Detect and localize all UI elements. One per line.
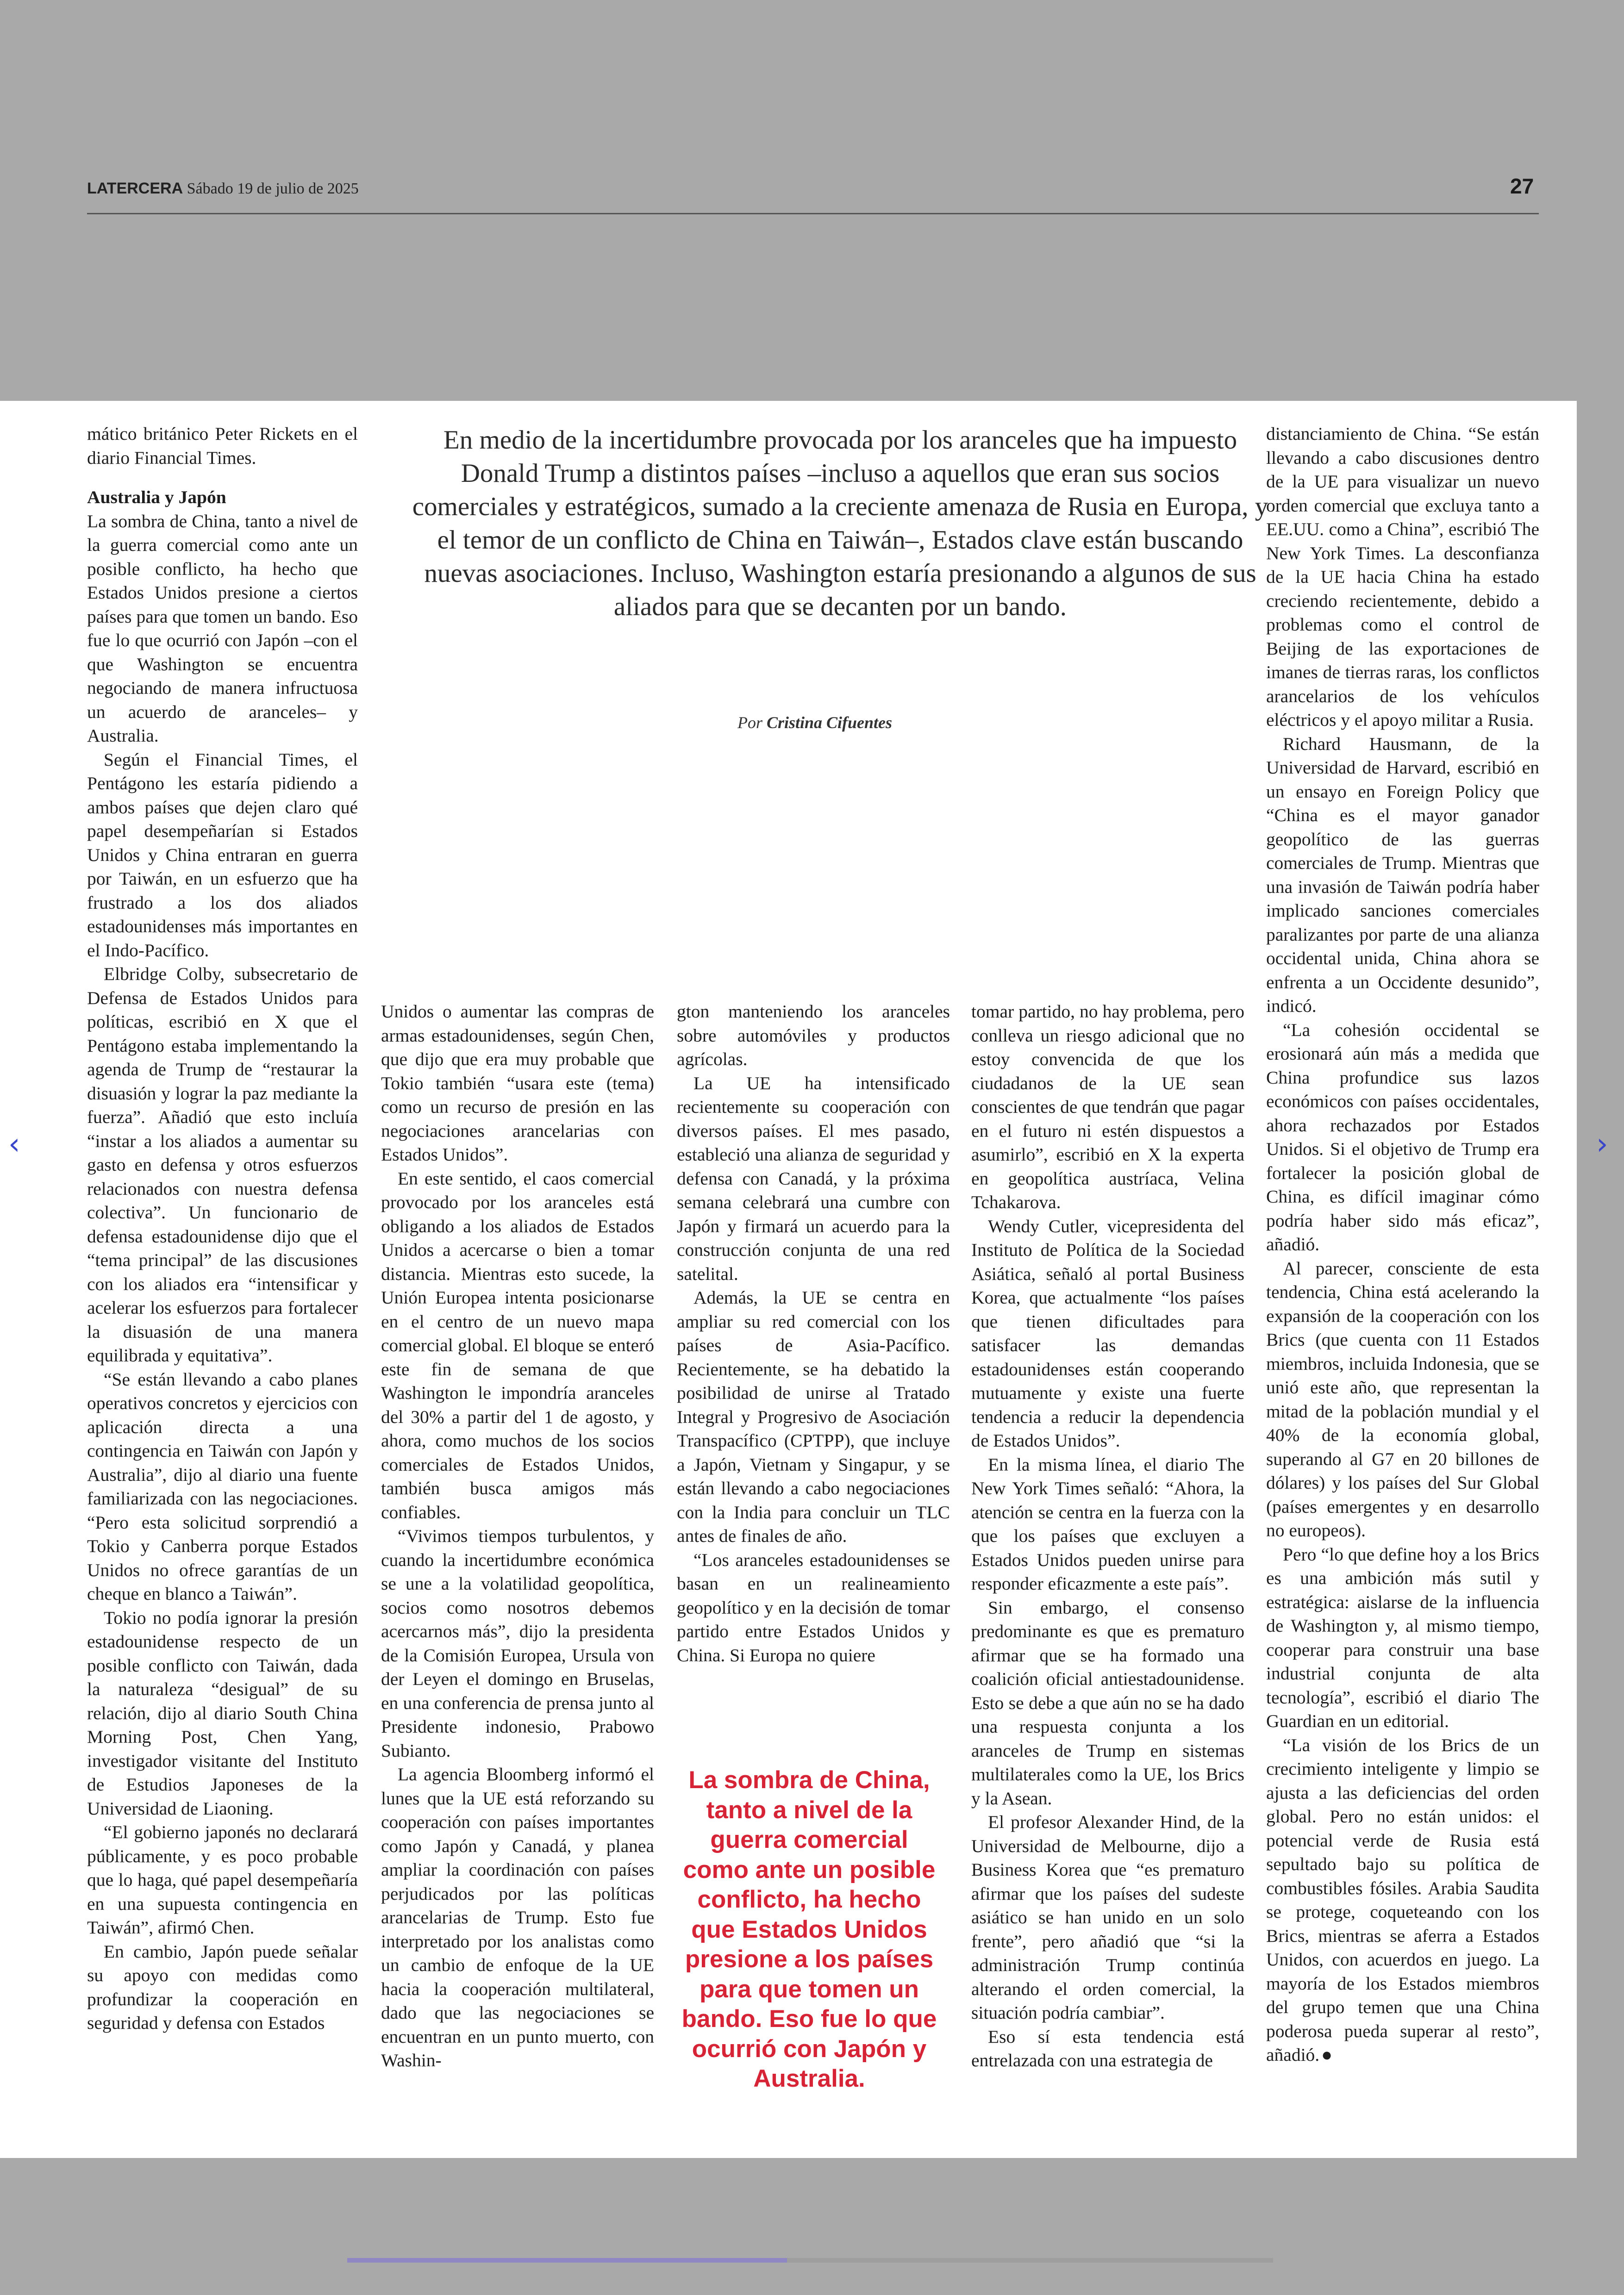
paragraph: Sin embargo, el consenso predominante es que es prematuro afirmar que se ha formado una coalición oficial antiestadounidense. Esto se debe a que aún no se ha dado una respuesta conjunta a los aranceles de Trump en sistemas multilaterales como la UE, los Brics y la Asean. [971, 1597, 1244, 1809]
paragraph: Según el Financial Times, el Pentágono les estaría pidiendo a ambos países que dejen claro qué papel desempeñarían si Estados Unidos y China entraran en guerra por Taiwán, en un esfuerzo que ha frustrado a los dos aliados estadounidenses más importantes en el Indo-Pacífico. [87, 749, 358, 960]
byline [648, 713, 981, 732]
paragraph: Elbridge Colby, subsecretario de Defensa de Estados Unidos para políticas, escribió en X que el Pentágono estaba implementando la agenda de Trump de “restaurar la disuasión y lograr la paz mediante la fuerza”. Añadió que esto incluía “instar a los aliados a aumentar su gasto en defensa y otros esfuerzos relacionados con nuestra defensa colectiva”. Un funcionario de defensa estadounidense dijo que el “tema principal” de las discusiones con los aliados era “intensificar y acelerar los esfuerzos para fortalecer la disuasión de una manera equilibrada y equitativa”. [87, 964, 358, 1366]
column-3-intro: gton manteniendo los aranceles sobre automóviles y productos agrícolas. [677, 1001, 950, 1069]
brand-name: LATERCERA [87, 180, 183, 197]
paragraph: El profesor Alexander Hind, de la Universidad de Melbourne, dijo a Business Korea que “es prematuro afirmar que los países del sudeste asiático se han unido en un solo frente”, pero añadió que “si la administración Trump continúa alterando el orden comercial, la situación podría cambiar”. [971, 1812, 1244, 2023]
paragraph: Al parecer, consciente de esta tendencia, China está acelerando la expansión de la cooperación con los Brics (que cuenta con 11 Estados miembros, incluida Indonesia, que se unió este año, que representan la mitad de la población mundial y el 40% de la economía global, superando al G7 en 20 billones de dólares) y los países del Sur Global (países emergentes y en desarrollo no europeos). [1266, 1258, 1539, 1540]
paragraph: “La visión de los Brics de un crecimiento inteligente y limpio se ajusta a las deficiencias del orden global. Pero no están unidos: el potencial verde de Rusia está sepultado bajo su política de combustibles fósiles. Arabia Saudita se protege, coqueteando con los Brics, mientras se aferra a Estados Unidos, con acuerdos en juego. La mayoría de los Estados miembros del grupo temen que una China poderosa pueda superar al resto”, añadió. ● [1266, 1734, 1539, 2065]
column-4-intro: tomar partido, no hay problema, pero conlleva un riesgo adicional que no estoy convencida de que los ciudadanos de la UE sean conscientes de que tendrán que pagar en el futuro ni estén dispuestos a asumirlo”, escribió en X la experta en geopolítica austríaca, Velina Tchakarova. [971, 1001, 1244, 1212]
subheading: Australia y Japón [87, 487, 226, 507]
paragraph: Tokio no podía ignorar la presión estadounidense respecto de un posible conflicto con Taiwán, dada la naturaleza “desigual” de su relación, dijo al diario South China Morning Post, Chen Yang, investigador visitante del Instituto de Estudios Japoneses de la Universidad de Liaoning. [87, 1607, 358, 1819]
reading-progress-fill [347, 2258, 787, 2263]
page-number: 27 [1510, 174, 1534, 198]
paragraph: En este sentido, el caos comercial provocado por los aranceles está obligando a los aliados de Estados Unidos a acercarse o bien a tomar distancia. Mientras esto sucede, la Unión Europea intenta posicionarse en el centro de un nuevo mapa comercial global. El bloque se enteró este fin de semana de que Washington le impondría aranceles del 30% a partir del 1 de agosto, y ahora, como muchos de los socios comerciales de Estados Unidos, también busca amigos más confiables. [381, 1168, 654, 1522]
paragraph: Además, la UE se centra en ampliar su red comercial con los países de Asia-Pacífico. Recientemente, se ha debatido la posibilidad de unirse al Tratado Integral y Progresivo de Asociación Transpacífico (CPTPP), que incluye a Japón, Vietnam y Singapur, y se están llevando a cabo negociaciones con la India para concluir un TLC antes de finales de año. [677, 1287, 950, 1546]
paragraph: La sombra de China, tanto a nivel de la guerra comercial como ante un posible conflicto, ha hecho que Estados Unidos presione a ciertos países para que tomen un bando. Eso fue lo que ocurrió con Japón –con el que Washington se encuentra negociando de manera infructuosa un acuerdo de aranceles– y Australia. [87, 511, 358, 746]
end-of-article-mark: ● [1321, 2045, 1333, 2065]
paragraph: Pero “lo que define hoy a los Brics es una ambición más sutil y estratégica: aislarse de la influencia de Washington y, al mismo tiempo, cooperar para construir una base industrial conjunta de alta tecnología”, escribió el diario The Guardian en un editorial. [1266, 1544, 1539, 1731]
byline-author: Cristina Cifuentes [766, 713, 893, 732]
article-lead: En medio de la incertidumbre provocada por los aranceles que ha impuesto Donald Trump a distintos países –incluso a aquellos que eran sus socios comerciales y estratégicos, sumado a la creciente amenaza de Rusia en Europa, y el temor de un conflicto de China en Taiwán–, Estados clave están buscando nuevas asociaciones. Incluso, Washington estaría presionando a algunos de sus aliados para que se decanten por un bando. [412, 425, 1268, 621]
pull-quote: La sombra de China, tanto a nivel de la guerra comercial como ante un posible conflicto, ha hecho que Estados Unidos presione a los países para que tomen un bando. Eso fue lo que ocurrió con Japón y Australia. [681, 1766, 937, 2092]
column-2-intro: Unidos o aumentar las compras de armas estadounidenses, según Chen, que dijo que era muy probable que Tokio también “usara este (tema) como un recurso de presión en las negociaciones arancelarias con Estados Unidos”. [381, 1001, 654, 1165]
paragraph: Eso sí esta tendencia está entrelazada con una estrategia de [971, 2026, 1244, 2070]
paragraph: En cambio, Japón puede señalar su apoyo con medidas como profundizar la cooperación en seguridad y defensa con Estados [87, 1941, 358, 2033]
paragraph: En la misma línea, el diario The New York Times señaló: “Ahora, la atención se centra en la fuerza con la que los países que excluyen a Estados Unidos pueden unirse para responder eficazmente a este país”. [971, 1454, 1244, 1594]
paragraph: La UE ha intensificado recientemente su cooperación con diversos países. El mes pasado, estableció una alianza de seguridad y defensa con Canadá, y la próxima semana celebrará una cumbre con Japón y firmará un acuerdo para la construcción conjunta de una red satelital. [677, 1073, 950, 1284]
paragraph: La agencia Bloomberg informó el lunes que la UE está reforzando su cooperación con países importantes como Japón y Canadá, y planea ampliar la coordinación con países perjudicados por las políticas arancelarias de Trump. Esto fue interpretado por los analistas como un cambio de enfoque de la UE hacia la cooperación multilateral, dado que las negociaciones se encuentran en un punto muerto, con Washin- [381, 1764, 654, 2070]
article-column-4 [971, 1000, 1244, 2073]
paragraph: Richard Hausmann, de la Universidad de Harvard, escribió en un ensayo en Foreign Policy que “China es el mayor ganador geopolítico de las guerras comerciales de Trump. Mientras que una invasión de Taiwán podría haber implicado sanciones comerciales paralizantes por parte de una alianza occidental unida, China ahora se enfrenta a un Occidente desunido”, indicó. [1266, 733, 1539, 1016]
issue-date: Sábado 19 de julio de 2025 [187, 180, 359, 197]
chevron-right-icon[interactable]: › [1596, 1127, 1608, 1161]
article-column-1 [87, 422, 358, 2035]
masthead [87, 180, 359, 198]
article-column-2 [381, 1000, 654, 2073]
paragraph: “Los aranceles estadounidenses se basan en un realineamiento geopolítico y en la decisión de tomar partido entre Estados Unidos y China. Si Europa no quiere [677, 1549, 950, 1665]
paragraph: “La cohesión occidental se erosionará aún más a medida que China profundice sus lazos económicos con países occidentales, ahora rechazados por Estados Unidos. Si el objetivo de Trump era fortalecer la posición global de China, es difícil imaginar cómo podría haber sido más eficaz”, añadió. [1266, 1019, 1539, 1254]
column-1-intro: mático británico Peter Rickets en el diario Financial Times. [87, 424, 358, 468]
paragraph: “Se están llevando a cabo planes operativos concretos y ejercicios con aplicación directa a una contingencia en Taiwán con Japón y Australia”, dijo al diario una fuente familiarizada con las negociaciones. “Pero esta solicitud sorprendió a Tokio y Canberra porque Estados Unidos no ofrece garantías de un cheque en blanco a Taiwán”. [87, 1369, 358, 1604]
article-column-5 [1266, 422, 1539, 2067]
paragraph: “Vivimos tiempos turbulentos, y cuando la incertidumbre económica se une a la volatilidad geopolítica, socios como nosotros debemos acercarnos más”, dijo la presidenta de la Comisión Europea, Ursula von der Leyen el domingo en Bruselas, en una conferencia de prensa junto al Presidente indonesio, Prabowo Subianto. [381, 1526, 654, 1761]
byline-prefix: Por [737, 713, 762, 732]
paragraph: “El gobierno japonés no declarará públicamente, y es poco probable que lo haga, qué papel desempeñaría en una supuesta contingencia en Taiwán”, afirmó Chen. [87, 1822, 358, 1938]
header-rule [87, 213, 1539, 214]
article-column-3 [677, 1000, 950, 1667]
chevron-left-icon[interactable]: ‹ [8, 1127, 20, 1161]
paragraph: Wendy Cutler, vicepresidenta del Instituto de Política de la Sociedad Asiática, señaló al portal Business Korea, que actualmente “los países que tienen dificultades para satisfacer las demandas estadounidenses están cooperando mutuamente y existe una fuerte tendencia a reducir la dependencia de Estados Unidos”. [971, 1216, 1244, 1451]
column-5-intro: distanciamiento de China. “Se están llevando a cabo discusiones dentro de la UE para visualizar un nuevo orden comercial que excluya tanto a EE.UU. como a China”, escribió The New York Times. La desconfianza de la UE hacia China ha estado creciendo recientemente, debido a problemas como el control de Beijing de las exportaciones de imanes de tierras raras, los conflictos arancelarios de los vehículos eléctricos y el apoyo militar a Rusia. [1266, 424, 1539, 730]
